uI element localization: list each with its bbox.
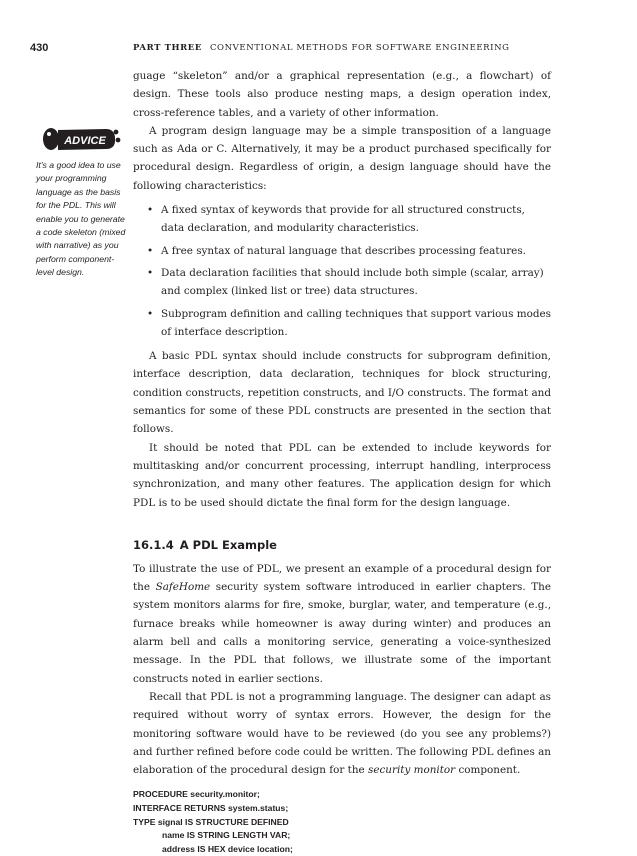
bullet-icon: • bbox=[147, 307, 154, 320]
part-title: CONVENTIONAL METHODS FOR SOFTWARE ENGINEERING bbox=[209, 43, 510, 53]
product-name: SafeHome bbox=[155, 581, 211, 594]
page-header bbox=[30, 42, 610, 58]
list-item-text: Subprogram definition and calling techniques that support various modes of interface description. bbox=[161, 307, 551, 338]
list-item-text: A free syntax of natural language that describes processing features. bbox=[161, 244, 526, 257]
list-item-text: Data declaration facilities that should include both simple (scalar, array) and complex (linked list or tree) data structures. bbox=[161, 266, 544, 298]
section-heading bbox=[133, 538, 551, 552]
paragraph bbox=[133, 560, 551, 688]
code-line: TYPE signal IS STRUCTURE DEFINED bbox=[133, 816, 289, 827]
component-name: security monitor bbox=[367, 764, 456, 777]
main-text bbox=[133, 67, 551, 856]
pdl-code-block bbox=[133, 788, 551, 856]
paragraph-text: component. bbox=[455, 764, 521, 777]
code-line: address IS HEX device location; bbox=[162, 843, 293, 854]
paragraph-text: Recall that PDL is not a programming language. The designer can adapt as required without worry of syntax errors. However, the design for the monitoring software would have to be reviewed (do you see any problems?) and further refined before code could be written. The following PDL defines an elaboration of the procedural design for the bbox=[133, 690, 551, 777]
paragraph bbox=[133, 688, 551, 779]
bullet-icon: • bbox=[147, 266, 154, 279]
paragraph-text: security system software introduced in earlier chapters. The system monitors alarms for fire, smoke, burglar, water, and temperature (e.g., furnace breaks while homeowner is away during winter) and produces an alarm bell and calls a monitoring service, generating a voice-synthesized message. In the PDL that follows, we illustrate some of the important constructs noted in earlier sections. bbox=[133, 581, 551, 685]
part-label: PART THREE bbox=[133, 43, 202, 53]
list-item bbox=[133, 305, 551, 342]
paragraph-text: To illustrate the use of PDL, we present an example of a procedural design for the bbox=[133, 562, 551, 594]
section-title: A PDL Example bbox=[179, 537, 277, 552]
list-item-text: A fixed syntax of keywords that provide for all structured constructs, data declaration, and modularity characteristics. bbox=[161, 204, 525, 235]
running-head bbox=[133, 43, 510, 53]
advice-icon bbox=[36, 120, 122, 156]
bullet-icon: • bbox=[147, 204, 154, 217]
paragraph: It should be noted that PDL can be extended to include keywords for multitasking and/or concurrent processing, interrupt handling, interprocess synchronization, and many other features. The application design for which PDL is to be used should dictate the final form for the design language. bbox=[133, 441, 551, 509]
characteristics-list bbox=[133, 201, 551, 341]
advice-sidebar bbox=[36, 120, 128, 280]
list-item bbox=[133, 201, 551, 238]
paragraph: A program design language may be a simple transposition of a language such as Ada or C. Alternatively, it may be a product purchased specifically for procedural design. Regardless of origin, a design language should have the following characteristics: bbox=[133, 124, 551, 192]
bullet-icon: • bbox=[147, 244, 154, 257]
code-line: PROCEDURE security.monitor; bbox=[133, 789, 260, 800]
code-line: INTERFACE RETURNS system.status; bbox=[133, 802, 289, 813]
paragraph: guage “skeleton” and/or a graphical representation (e.g., a flowchart) of design. These tools also produce nesting maps, a design operation index, cross-reference tables, and a variety of other information. bbox=[133, 70, 551, 119]
list-item bbox=[133, 242, 551, 260]
advice-icon-label: ADVICE bbox=[64, 135, 106, 147]
page-number: 430 bbox=[30, 42, 49, 54]
paragraph: A basic PDL syntax should include constructs for subprogram definition, interface description, data declaration, techniques for block structuring, condition constructs, repetition constructs, and I/O constructs. The format and semantics for some of these PDL constructs are presented in the section that follows. bbox=[133, 350, 551, 436]
section-number: 16.1.4 bbox=[133, 537, 174, 552]
list-item bbox=[133, 264, 551, 301]
code-line: name IS STRING LENGTH VAR; bbox=[162, 830, 291, 841]
advice-note: It's a good idea to use your programming language as the basis for the PDL. This will enable you to generate a code skeleton (mixed with narrative) as you perform component-level design. bbox=[36, 160, 126, 278]
